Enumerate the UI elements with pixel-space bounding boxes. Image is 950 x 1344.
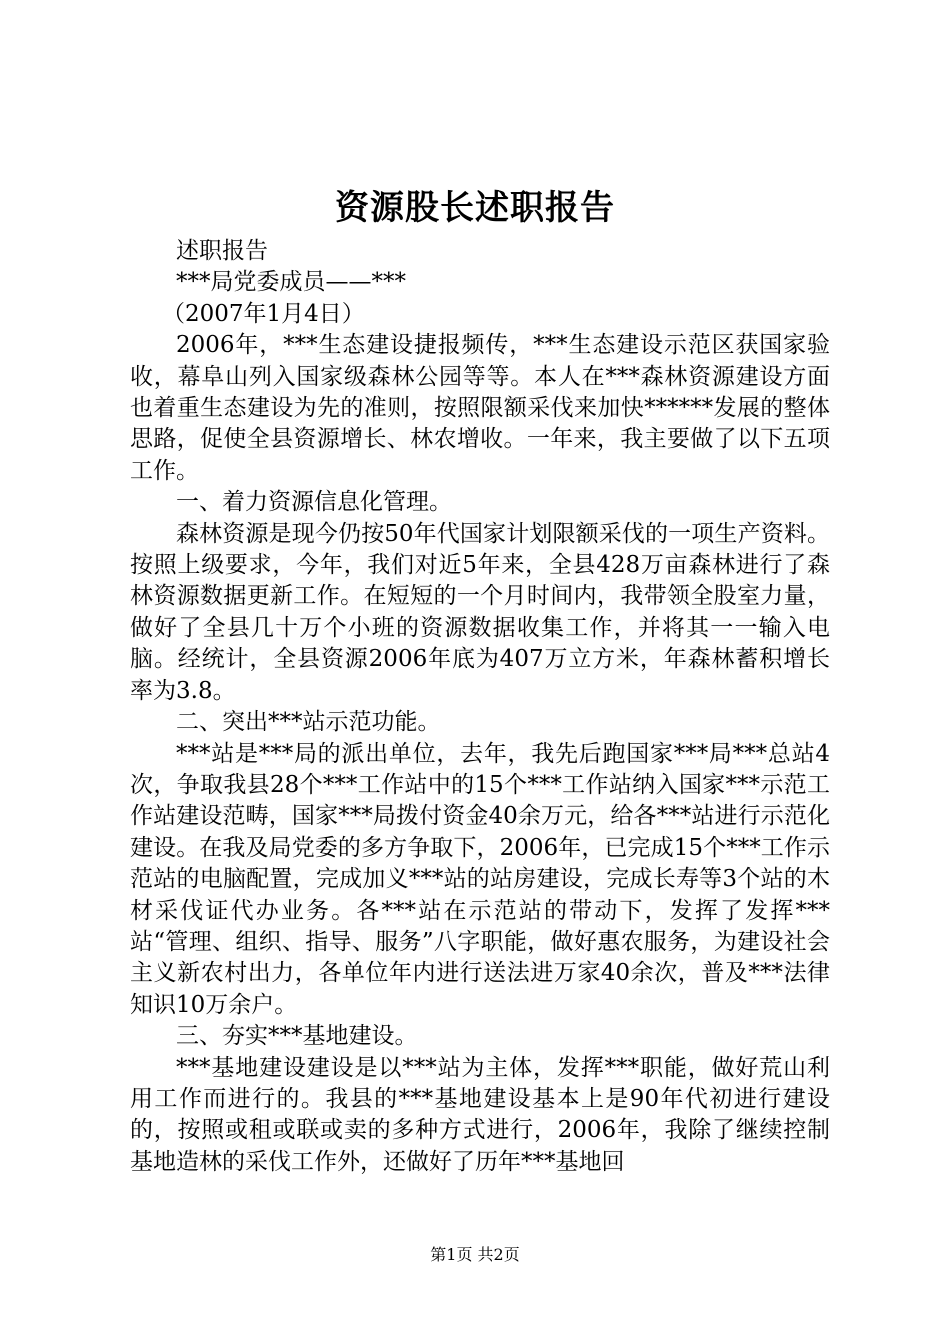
paragraph: ***基地建设建设是以***站为主体，发挥***职能，做好荒山利用工作而进行的。我县的***基地建设基本上是90年代初进行建设的，按照或租或联或卖的多种方式进行，2006年，我除了继续控制基地造林的采伐工作外，还做好了历年***基地回 [130, 1054, 830, 1175]
paragraph-heading: 述职报告 [176, 238, 268, 264]
paragraph: 森林资源是现今仍按50年代国家计划限额采伐的一项生产资料。按照上级要求，今年，我们对近5年来，全县428万亩森林进行了森林资源数据更新工作。在短短的一个月时间内，我带领全股室力量，做好了全县几十万个小班的资源数据收集工作，并将其一一输入电脑。经统计，全县资源2006年底为407万立方米，年森林蓄积增长率为3.8。 [130, 520, 830, 704]
paragraph: 2006年，***生态建设捷报频传，***生态建设示范区获国家验收，幕阜山列入国家级森林公园等等。本人在***森林资源建设方面也着重生态建设为先的准则，按照限额采伐来加快******发展的整体思路，促使全县资源增长、林农增收。一年来，我主要做了以下五项工作。 [130, 332, 830, 484]
section-heading: 二、突出***站示范功能。 [176, 709, 441, 736]
page-title: 资源股长述职报告 [335, 188, 615, 228]
paragraph-date: （2007年1月4日） [162, 300, 365, 327]
paragraph: ***站是***局的派出单位，去年，我先后跑国家***局***总站4次，争取我县28个***工作站中的15个***工作站纳入国家***示范工作站建设范畴，国家***局拨付资金40余万元，给各***站进行示范化建设。在我及局党委的多方争取下，2006年，已完成15个***工作示范站的电脑配置，完成加义***站的站房建设，完成长寿等3个站的木材采伐证代办业务。各***站在示范站的带动下，发挥了发挥***站“管理、组织、指导、服务”八字职能，做好惠农服务，为建设社会主义新农村出力，各单位年内进行送法进万家40余次，普及***法律知识10万余户。 [130, 740, 830, 1018]
page-footer: 第1页 共2页 [430, 1245, 520, 1264]
section-heading: 一、着力资源信息化管理。 [176, 489, 452, 516]
section-heading: 三、夯实***基地建设。 [176, 1023, 418, 1050]
paragraph-author: ***局党委成员——*** [176, 269, 406, 296]
document-body [130, 236, 830, 1178]
